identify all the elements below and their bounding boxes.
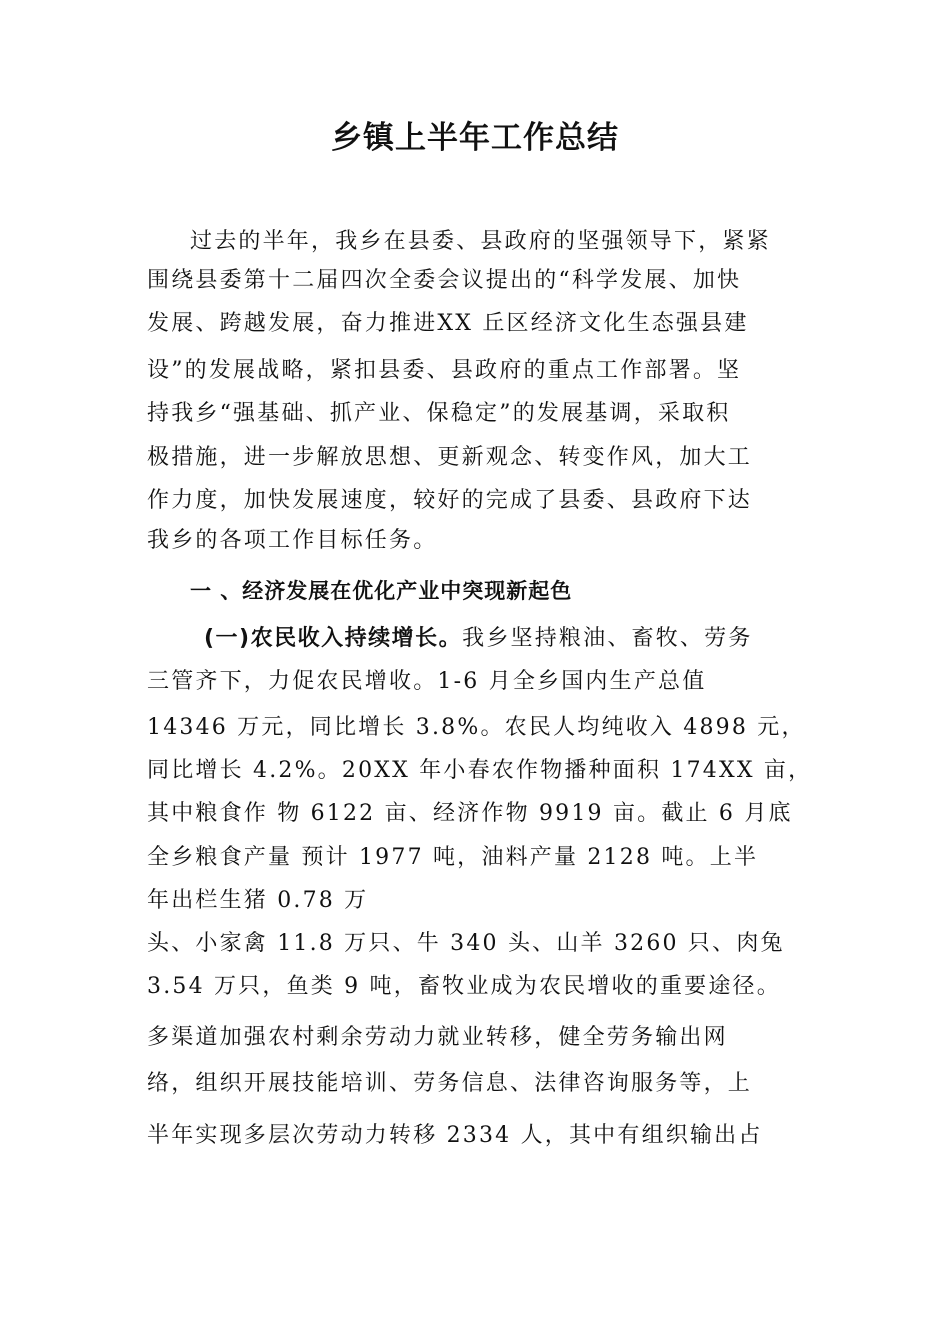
subsection-first-line xyxy=(204,624,753,654)
body-line: 络，组织开展技能培训、劳务信息、法律咨询服务等，上 xyxy=(147,1071,753,1096)
body-line: 全乡粮食产量 预计 1977 吨，油料产量 2128 吨。上半 xyxy=(147,845,759,870)
intro-line: 极措施，进一步解放思想、更新观念、转变作风，加大工 xyxy=(147,445,753,470)
body-line: 14346 万元，同比增长 3.8%。农民人均纯收入 4898 元， xyxy=(147,715,806,740)
intro-line: 围绕县委第十二届四次全委会议提出的“科学发展、加快 xyxy=(147,268,742,293)
subsection-first-line-text: 我乡坚持粮油、畜牧、劳务 xyxy=(462,626,753,651)
body-line: 同比增长 4.2%。20XX 年小春农作物播种面积 174XX 亩， xyxy=(147,758,813,783)
section-heading: 一 、经济发展在优化产业中突现新起色 xyxy=(190,579,573,603)
intro-line: 持我乡“强基础、抓产业、保稳定”的发展基调，采取积 xyxy=(147,401,731,426)
body-line: 其中粮食作 物 6122 亩、经济作物 9919 亩。截止 6 月底 xyxy=(147,801,793,826)
body-line: 半年实现多层次劳动力转移 2334 人，其中有组织输出占 xyxy=(147,1123,763,1148)
intro-line: 作力度，加快发展速度，较好的完成了县委、县政府下达 xyxy=(147,488,753,513)
intro-line: 设”的发展战略，紧扣县委、县政府的重点工作部署。坚 xyxy=(147,358,742,383)
intro-line: 过去的半年，我乡在县委、县政府的坚强领导下，紧紧 xyxy=(190,229,771,254)
intro-line: 我乡的各项工作目标任务。 xyxy=(147,528,438,553)
body-line: 头、小家禽 11.8 万只、牛 340 头、山羊 3260 只、肉兔 xyxy=(147,931,785,956)
document-title: 乡镇上半年工作总结 xyxy=(331,120,619,156)
body-line: 多渠道加强农村剩余劳动力就业转移，健全劳务输出网 xyxy=(147,1025,728,1050)
subsection-lead: (一)农民收入持续增长。 xyxy=(204,626,463,651)
body-line: 年出栏生猪 0.78 万 xyxy=(147,888,369,913)
body-line: 三管齐下，力促农民增收。1-6 月全乡国内生产总值 xyxy=(147,669,707,694)
body-line: 3.54 万只，鱼类 9 吨，畜牧业成为农民增收的重要途径。 xyxy=(147,974,781,999)
intro-line: 发展、跨越发展，奋力推进XX 丘区经济文化生态强县建 xyxy=(147,311,749,336)
